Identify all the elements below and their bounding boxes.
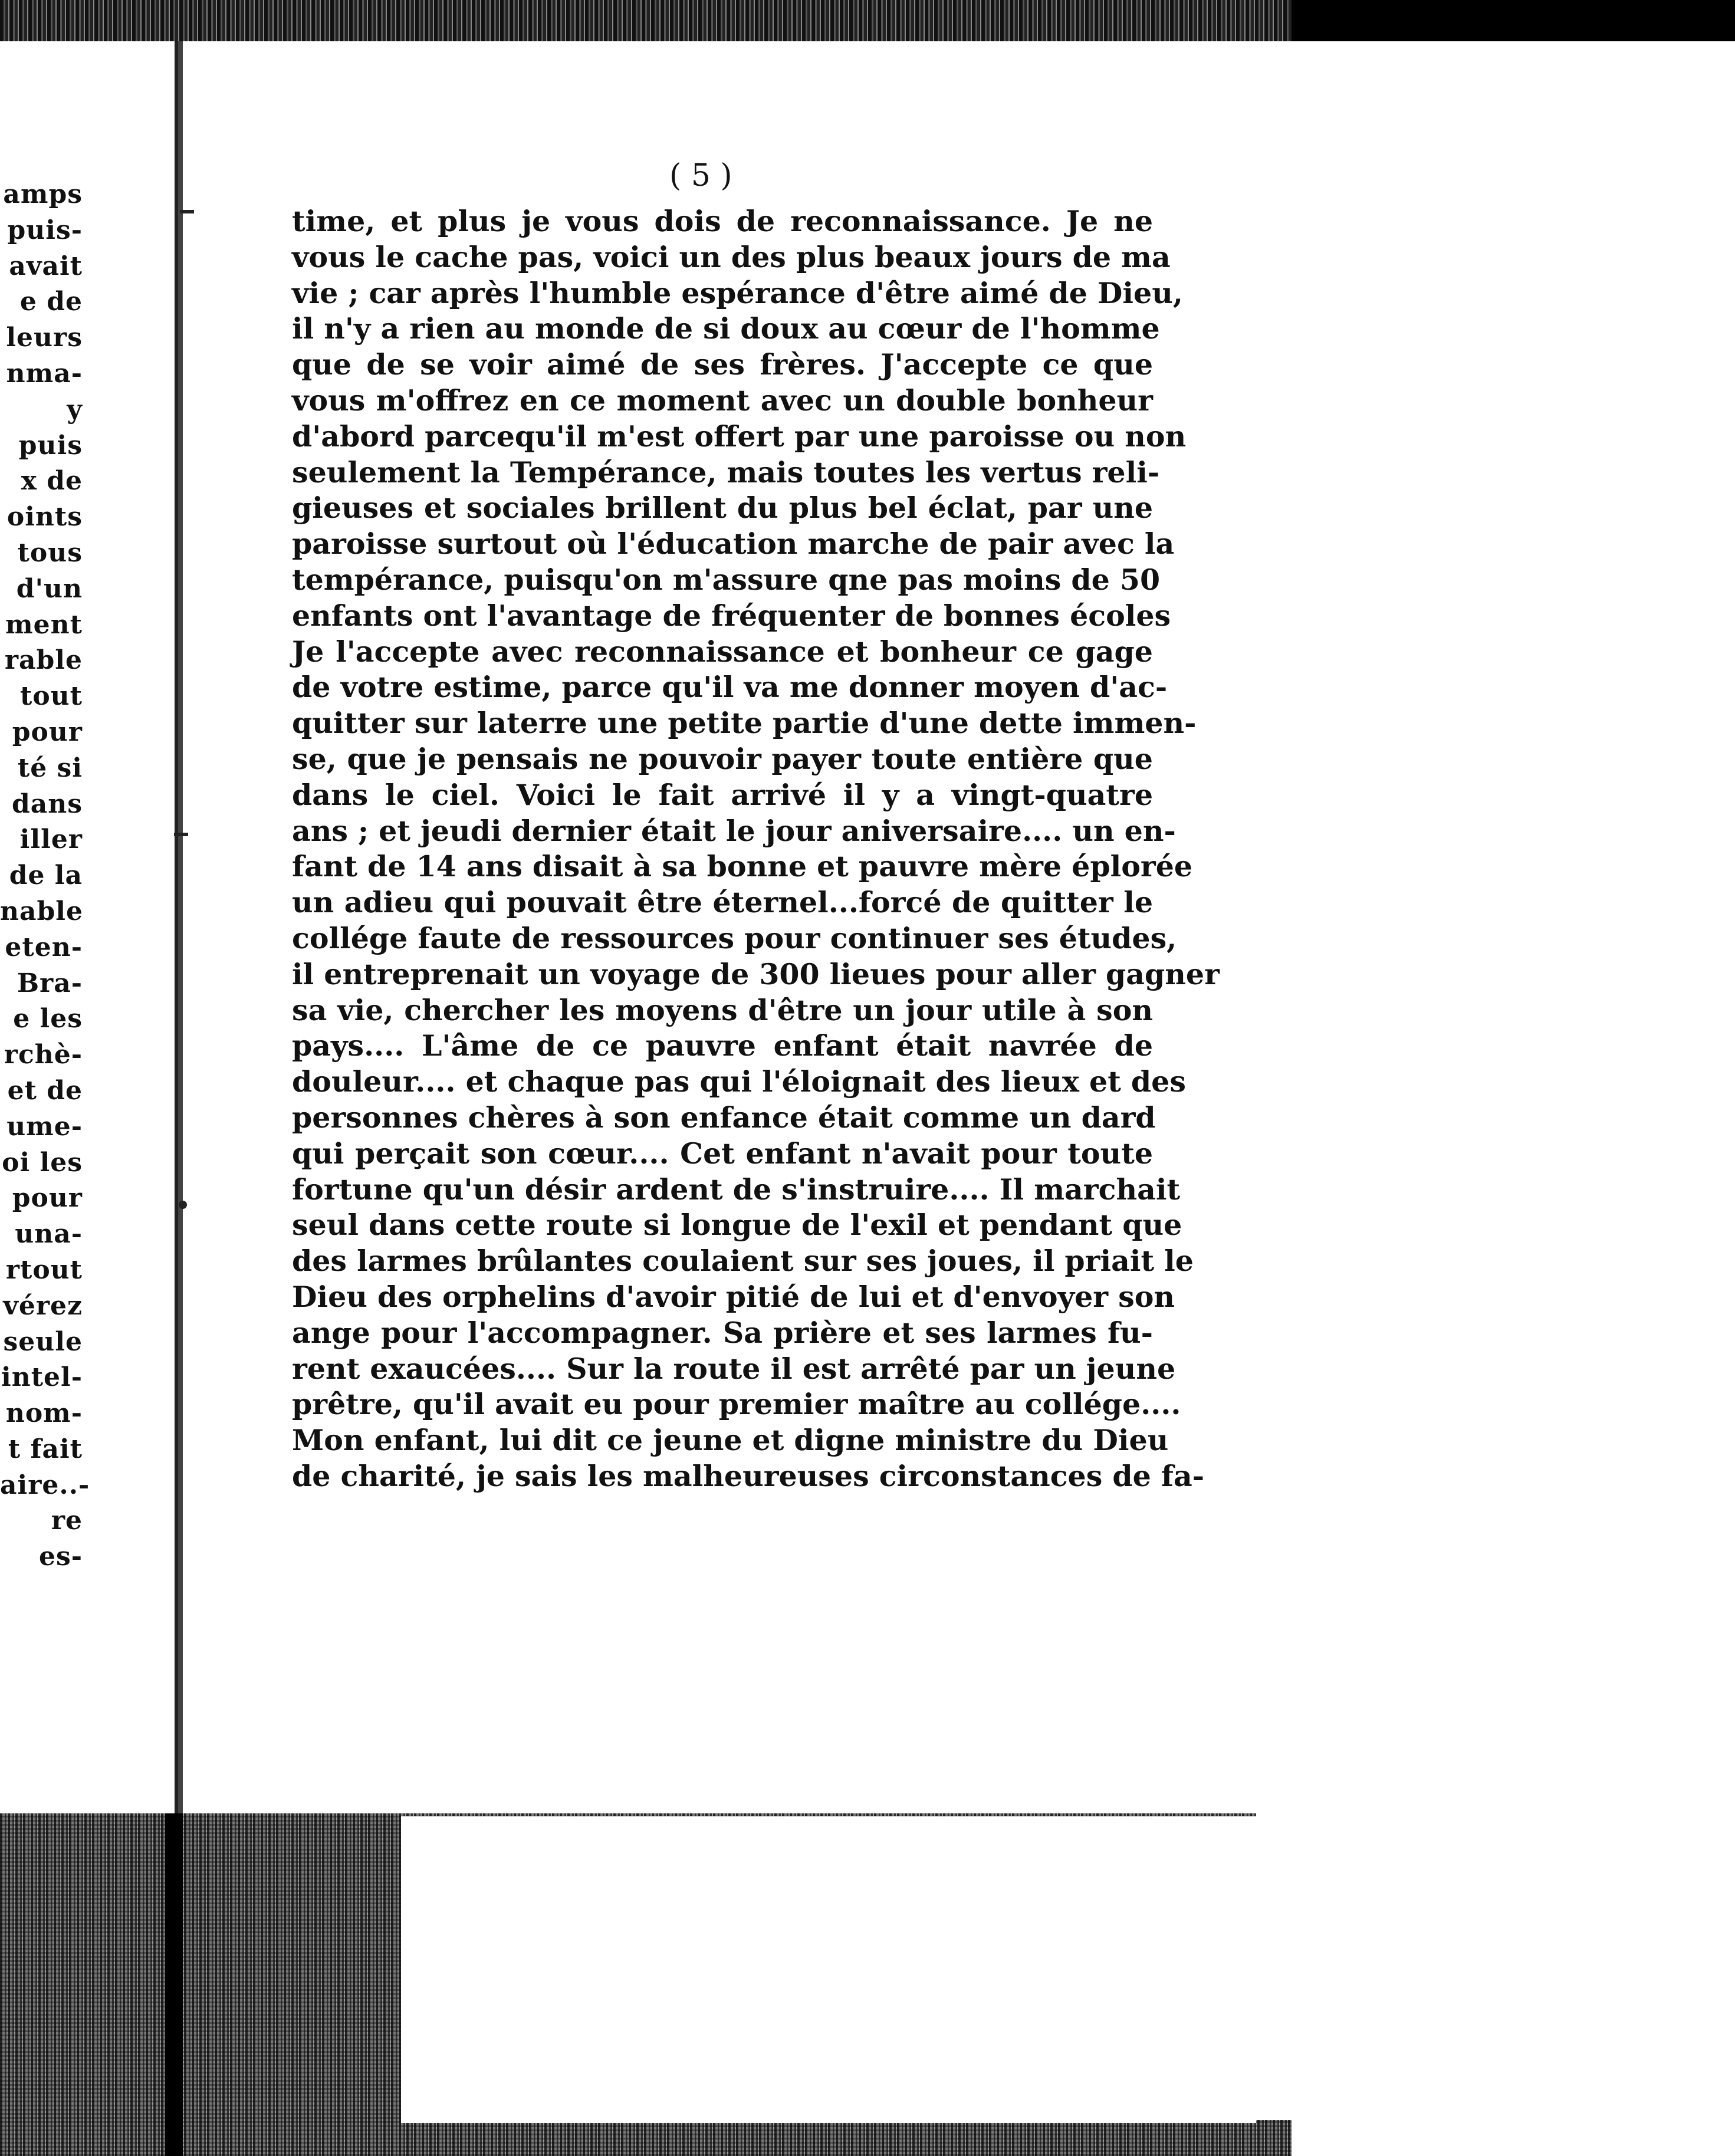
- scanner-border-top: [0, 0, 1292, 41]
- text-line: Dieu des orphelins d'avoir pitié de lui et d'envoyer son: [292, 1279, 1175, 1314]
- left-text-fragment: oints: [6, 502, 83, 533]
- text-line: qui perçait son cœur.... Cet enfant n'avait pour toute: [292, 1136, 1153, 1171]
- text-line: collége faute de ressources pour continuer ses études,: [292, 921, 1177, 955]
- left-text-fragment: nma-: [6, 358, 83, 389]
- text-line: de charité, je sais les malheureuses circonstances de fa-: [292, 1458, 1205, 1493]
- text-line: ans ; et jeudi dernier était le jour aniversaire.... un en-: [292, 813, 1176, 848]
- text-line: gieuses et sociales brillent du plus bel éclat, par une: [292, 491, 1153, 525]
- text-line: vous m'offrez en ce moment avec un double bonheur: [292, 383, 1153, 418]
- page-gutter: [178, 41, 183, 1813]
- text-line: rent exaucées.... Sur la route il est arrêté par un jeune: [292, 1351, 1176, 1386]
- left-text-fragment: nom-: [5, 1398, 83, 1429]
- text-line: Je l'accepte avec reconnaissance et bonheur ce gage: [292, 634, 1153, 669]
- text-line: des larmes brûlantes coulaient sur ses joues, il priait le: [292, 1244, 1194, 1279]
- left-text-fragment: tout: [20, 681, 83, 712]
- left-text-fragment: ume-: [6, 1111, 83, 1142]
- text-line: vie ; car après l'humble espérance d'être aimé de Dieu,: [292, 275, 1183, 310]
- left-text-fragment: ment: [5, 609, 83, 640]
- left-text-fragment: rable: [4, 645, 83, 676]
- left-text-fragment: iller: [19, 824, 83, 855]
- left-text-fragment: oi les: [2, 1147, 83, 1178]
- text-line: sa vie, chercher les moyens d'être un jour utile à son: [292, 992, 1153, 1027]
- text-line: tempérance, puisqu'on m'assure qne pas moins de 50: [292, 562, 1161, 597]
- text-line: paroisse surtout où l'éducation marche de pair avec la: [292, 527, 1175, 561]
- left-text-fragment: puis-: [7, 215, 83, 245]
- text-line: enfants ont l'avantage de fréquenter de bonnes écoles: [292, 598, 1171, 633]
- left-text-fragment: té si: [17, 752, 83, 783]
- left-text-fragment: vérez: [3, 1290, 83, 1321]
- left-page-text: [0, 177, 90, 1575]
- text-line: vous le cache pas, voici un des plus beaux jours de ma: [292, 239, 1171, 274]
- left-text-fragment: aire..-: [0, 1470, 90, 1500]
- text-line: se, que je pensais ne pouvoir payer toute entière que: [292, 741, 1153, 776]
- text-line: fant de 14 ans disait à sa bonne et pauvre mère éplorée: [292, 849, 1193, 884]
- scan-artifact: [180, 210, 194, 213]
- text-line: seulement la Tempérance, mais toutes les vertus reli-: [292, 455, 1160, 489]
- scan-artifact: [179, 1201, 187, 1209]
- left-text-fragment: t fait: [8, 1434, 83, 1464]
- bottom-card-edge: [1256, 1813, 1292, 2120]
- bottom-dark-band: [165, 1813, 183, 2156]
- text-line: quitter sur laterre une petite partie d'une dette immen-: [292, 706, 1197, 741]
- scanner-margin-right: [1292, 41, 1735, 2156]
- text-line: seul dans cette route si longue de l'exil et pendant que: [292, 1208, 1182, 1243]
- left-text-fragment: Bra-: [17, 968, 83, 998]
- left-text-fragment: seule: [3, 1326, 83, 1357]
- text-line: il n'y a rien au monde de si doux au cœur de l'homme: [292, 311, 1160, 346]
- scan-artifact: [174, 833, 188, 836]
- left-text-fragment: tous: [17, 537, 83, 568]
- left-text-fragment: y puis: [18, 394, 83, 461]
- left-text-fragment: avait: [9, 251, 83, 281]
- text-line: ange pour l'accompagner. Sa prière et ses larmes fu-: [292, 1315, 1153, 1350]
- left-text-fragment: nable: [0, 896, 83, 926]
- left-text-fragment: una-: [15, 1219, 83, 1250]
- left-text-fragment: dans: [11, 788, 83, 819]
- text-line: de votre estime, parce qu'il va me donner moyen d'ac-: [292, 670, 1168, 705]
- body-text: [292, 203, 1220, 1494]
- left-text-fragment: e les: [13, 1004, 83, 1034]
- text-line: d'abord parcequ'il m'est offert par une paroisse ou non: [292, 419, 1187, 453]
- left-text-fragment: eten-: [5, 932, 83, 962]
- left-text-fragment: re es-: [38, 1506, 83, 1572]
- text-line: que de se voir aimé de ses frères. J'accepte ce que: [292, 347, 1153, 382]
- left-text-fragment: rtout: [5, 1254, 83, 1285]
- text-line: personnes chères à son enfance était comme un dard: [292, 1100, 1156, 1135]
- left-text-fragment: d'un: [16, 573, 83, 604]
- text-line: douleur.... et chaque pas qui l'éloignait des lieux et des: [292, 1064, 1186, 1099]
- bottom-card: [401, 1816, 1256, 2123]
- text-line: fortune qu'un désir ardent de s'instruire.... Il marchait: [292, 1172, 1181, 1207]
- left-text-fragment: et de: [7, 1075, 83, 1106]
- text-line: prêtre, qu'il avait eu pour premier maître au collége....: [292, 1387, 1181, 1422]
- text-line: il entreprenait un voyage de 300 lieues pour aller gagner: [292, 957, 1220, 991]
- left-text-fragment: rchè-: [4, 1040, 83, 1070]
- left-text-fragment: pour: [12, 1183, 83, 1214]
- left-text-fragment: pour: [12, 717, 83, 747]
- left-text-fragment: de la: [9, 860, 83, 891]
- text-line: Mon enfant, lui dit ce jeune et digne ministre du Dieu: [292, 1423, 1169, 1458]
- text-line: un adieu qui pouvait être éternel...forcé de quitter le: [292, 885, 1153, 920]
- text-line: time, et plus je vous dois de reconnaissance. Je ne: [292, 204, 1153, 238]
- page-number: ( 5 ): [669, 158, 732, 193]
- left-text-fragment: e de: [19, 287, 83, 317]
- left-text-fragment: x de: [21, 466, 83, 497]
- left-text-fragment: leurs: [6, 323, 83, 353]
- left-text-fragment: intel-: [1, 1362, 83, 1393]
- left-text-fragment: amps: [3, 179, 83, 209]
- text-line: dans le ciel. Voici le fait arrivé il y a vingt-quatre: [292, 777, 1153, 812]
- text-line: pays.... L'âme de ce pauvre enfant était navrée de: [292, 1028, 1153, 1063]
